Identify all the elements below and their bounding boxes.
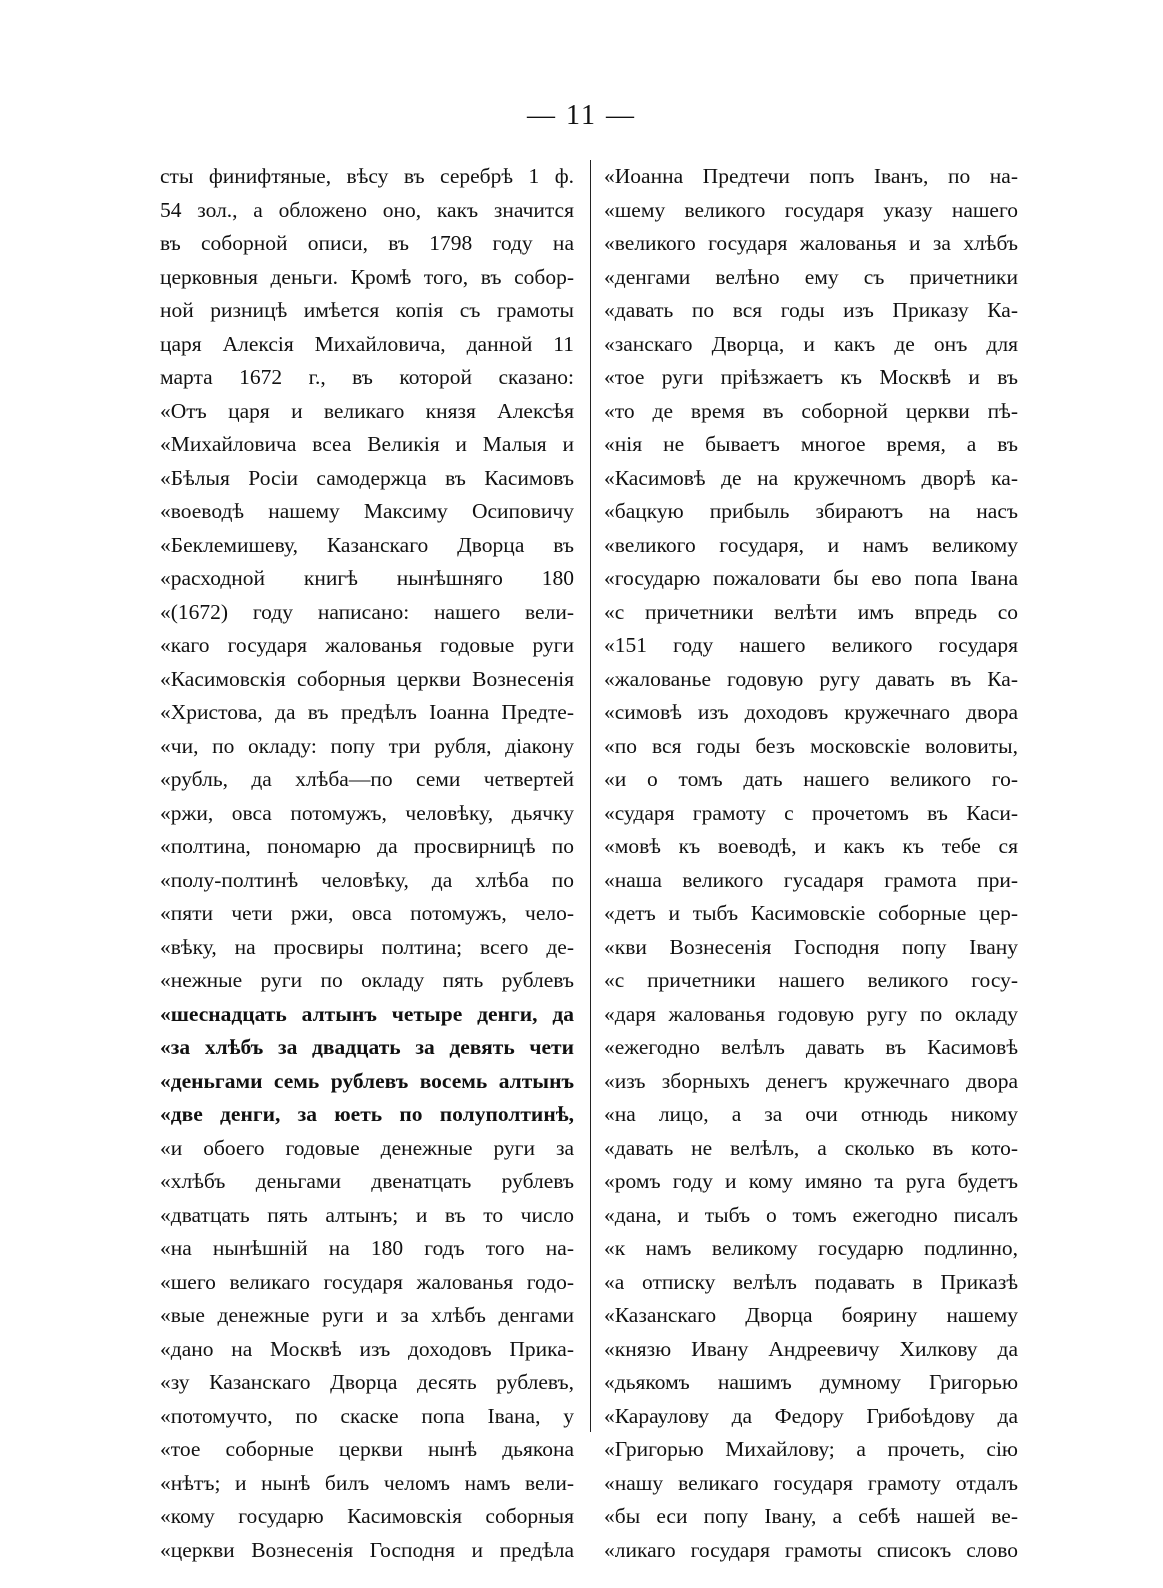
- right-column: [604, 160, 1018, 1567]
- text-line: «с причетники нашего великого госу-: [604, 968, 1018, 992]
- text-line: «великого государя жалованья и за хлѣбъ: [604, 231, 1018, 255]
- text-line: «давать не велѣлъ, а сколько въ кото-: [604, 1135, 1018, 1160]
- text-line: «нѣтъ; и нынѣ билъ челомъ намъ вели-: [160, 1470, 574, 1495]
- text-line: «дватцать пять алтынъ; и въ то число: [160, 1202, 574, 1227]
- text-line: «пяти чети ржи, овса потомужъ, чело-: [160, 901, 574, 925]
- text-line: «потомучто, по скаске попа Івана, у: [160, 1403, 574, 1428]
- text-line: «мовѣ къ воеводѣ, и какъ къ тебе ся: [604, 834, 1018, 858]
- text-line: «дано на Москвѣ изъ доходовъ Прика-: [160, 1336, 574, 1361]
- text-line: «давать по вся годы изъ Приказу Ка-: [604, 298, 1018, 322]
- text-line: «кви Вознесенія Господня попу Івану: [604, 934, 1018, 959]
- text-line: «Григорью Михайлову; а прочеть, сію: [604, 1437, 1018, 1461]
- text-line: «жалованье годовую ругу давать въ Ка-: [604, 666, 1018, 691]
- text-line: «вѣку, на просвиры полтина; всего де-: [160, 934, 574, 959]
- text-line: «на лицо, а за очи отнюдь никому: [604, 1102, 1018, 1126]
- text-line: марта 1672 г., въ которой сказано:: [160, 365, 574, 389]
- text-line: «кому государю Касимовскія соборныя: [160, 1504, 574, 1528]
- text-line: царя Алексія Михайловича, данной 11: [160, 331, 574, 356]
- text-line: «хлѣбъ деньгами двенатцать рублевъ: [160, 1169, 574, 1193]
- text-line: «нашу великаго государя грамоту отдалъ: [604, 1470, 1018, 1495]
- text-line: «чи, по окладу: попу три рубля, діакону: [160, 733, 574, 758]
- text-line: «по вся годы безъ московскіе воловиты,: [604, 733, 1018, 758]
- text-line: «великого государя, и намъ великому: [604, 532, 1018, 557]
- text-line: «занскаго Дворца, и какъ де онъ для: [604, 331, 1018, 356]
- text-line: «за хлѣбъ за двадцать за девять чети: [160, 1035, 574, 1059]
- text-line: «шего великаго государя жалованья годо-: [160, 1269, 574, 1294]
- text-line: «дьякомъ нашимъ думному Григорью: [604, 1370, 1018, 1394]
- text-line: «151 году нашего великого государя: [604, 633, 1018, 657]
- text-line: «бацкую прибыль збираютъ на насъ: [604, 499, 1018, 523]
- text-line: «даря жалованья годовую ругу по окладу: [604, 1001, 1018, 1026]
- text-line: «детъ и тыбъ Касимовскіе соборные цер-: [604, 901, 1018, 925]
- text-line: «каго государя жалованья годовые руги: [160, 633, 574, 657]
- text-line: «тое соборные церкви нынѣ дьякона: [160, 1437, 574, 1461]
- text-line: «изъ зборныхъ денегъ кружечнаго двора: [604, 1068, 1018, 1093]
- text-line: «Касимовскія соборныя церкви Вознесенія: [160, 666, 574, 691]
- text-line: «Христова, да въ предѣлъ Іоанна Предте-: [160, 700, 574, 724]
- text-line: «то де время въ соборной церкви пѣ-: [604, 398, 1018, 423]
- text-line: «Касимовѣ де на кружечномъ дворѣ ка-: [604, 465, 1018, 490]
- text-line: «дана, и тыбъ о томъ ежегодно писалъ: [604, 1202, 1018, 1227]
- text-line: 54 зол., а обложено оно, какъ значится: [160, 197, 574, 222]
- text-line: «Казанскаго Дворца боярину нашему: [604, 1303, 1018, 1327]
- text-line: церковныя деньги. Кромѣ того, въ собор-: [160, 264, 574, 289]
- text-line: «симовѣ изъ доходовъ кружечнаго двора: [604, 700, 1018, 724]
- text-line: «на нынѣшній на 180 годъ того на-: [160, 1236, 574, 1260]
- text-line: «князю Ивану Андреевичу Хилкову да: [604, 1336, 1018, 1361]
- text-line: «шему великого государя указу нашего: [604, 197, 1018, 222]
- text-line: «Беклемишеву, Казанскаго Дворца въ: [160, 532, 574, 557]
- text-line: «нія не бываетъ многое время, а въ: [604, 432, 1018, 456]
- text-line: «зу Казанскаго Дворца десять рублевъ,: [160, 1370, 574, 1394]
- text-line: ной ризницѣ имѣется копія съ грамоты: [160, 298, 574, 322]
- text-line: «полтина, пономарю да просвирницѣ по: [160, 834, 574, 858]
- text-line: «ржи, овса потомужъ, человѣку, дьячку: [160, 800, 574, 825]
- text-line: «шеснадцать алтынъ четыре денги, да: [160, 1001, 574, 1026]
- text-line: «государю пожаловати бы ево попа Івана: [604, 566, 1018, 590]
- text-line: «полу-полтинѣ человѣку, да хлѣба по: [160, 867, 574, 892]
- text-line: «воеводѣ нашему Максиму Осиповичу: [160, 499, 574, 523]
- page-number: — 11 —: [527, 100, 636, 131]
- text-line: «ежегодно велѣлъ давать въ Касимовѣ: [604, 1035, 1018, 1059]
- text-line: «вые денежные руги и за хлѣбъ денгами: [160, 1303, 574, 1327]
- column-divider: [590, 160, 591, 1432]
- text-line: «а отписку велѣлъ подавать в Приказѣ: [604, 1269, 1018, 1294]
- text-line: «ликаго государя грамоты списокъ слово: [604, 1537, 1018, 1562]
- text-line: «тое руги пріѣзжаетъ къ Москвѣ и въ: [604, 365, 1018, 389]
- text-line: «сударя грамоту с прочетомъ въ Каси-: [604, 800, 1018, 825]
- left-column: [160, 160, 574, 1567]
- text-line: «денгами велѣно ему съ причетники: [604, 264, 1018, 289]
- text-line: «и обоего годовые денежные руги за: [160, 1135, 574, 1160]
- text-line: «расходной книгѣ нынѣшняго 180: [160, 566, 574, 590]
- text-line: «Иоанна Предтечи попъ Іванъ, по на-: [604, 164, 1018, 188]
- text-line: «Караулову да Федору Грибоѣдову да: [604, 1403, 1018, 1428]
- text-line: «Михайловича всеа Великія и Малыя и: [160, 432, 574, 456]
- text-line: «деньгами семь рублевъ восемь алтынъ: [160, 1068, 574, 1093]
- text-line: «две денги, за юеть по полуполтинѣ,: [160, 1102, 574, 1126]
- text-line: «Бѣлыя Росіи самодержца въ Касимовъ: [160, 465, 574, 490]
- text-line: «Отъ царя и великаго князя Алексѣя: [160, 398, 574, 423]
- text-line: «с причетники велѣти имъ впредь со: [604, 599, 1018, 624]
- text-line: «и о томъ дать нашего великого го-: [604, 767, 1018, 791]
- text-line: «рубль, да хлѣба—по семи четвертей: [160, 767, 574, 791]
- text-line: «бы еси попу Івану, а себѣ нашей ве-: [604, 1504, 1018, 1528]
- text-line: «(1672) году написано: нашего вели-: [160, 599, 574, 624]
- text-line: «к намъ великому государю подлинно,: [604, 1236, 1018, 1260]
- text-line: «наша великого гусадаря грамота при-: [604, 867, 1018, 892]
- text-line: «церкви Вознесенія Господня и предѣла: [160, 1537, 574, 1562]
- text-line: «нежные руги по окладу пять рублевъ: [160, 968, 574, 992]
- text-line: сты финифтяные, вѣсу въ серебрѣ 1 ф.: [160, 164, 574, 188]
- text-line: «ромъ году и кому имяно та руга будетъ: [604, 1169, 1018, 1193]
- text-line: въ соборной описи, въ 1798 году на: [160, 231, 574, 255]
